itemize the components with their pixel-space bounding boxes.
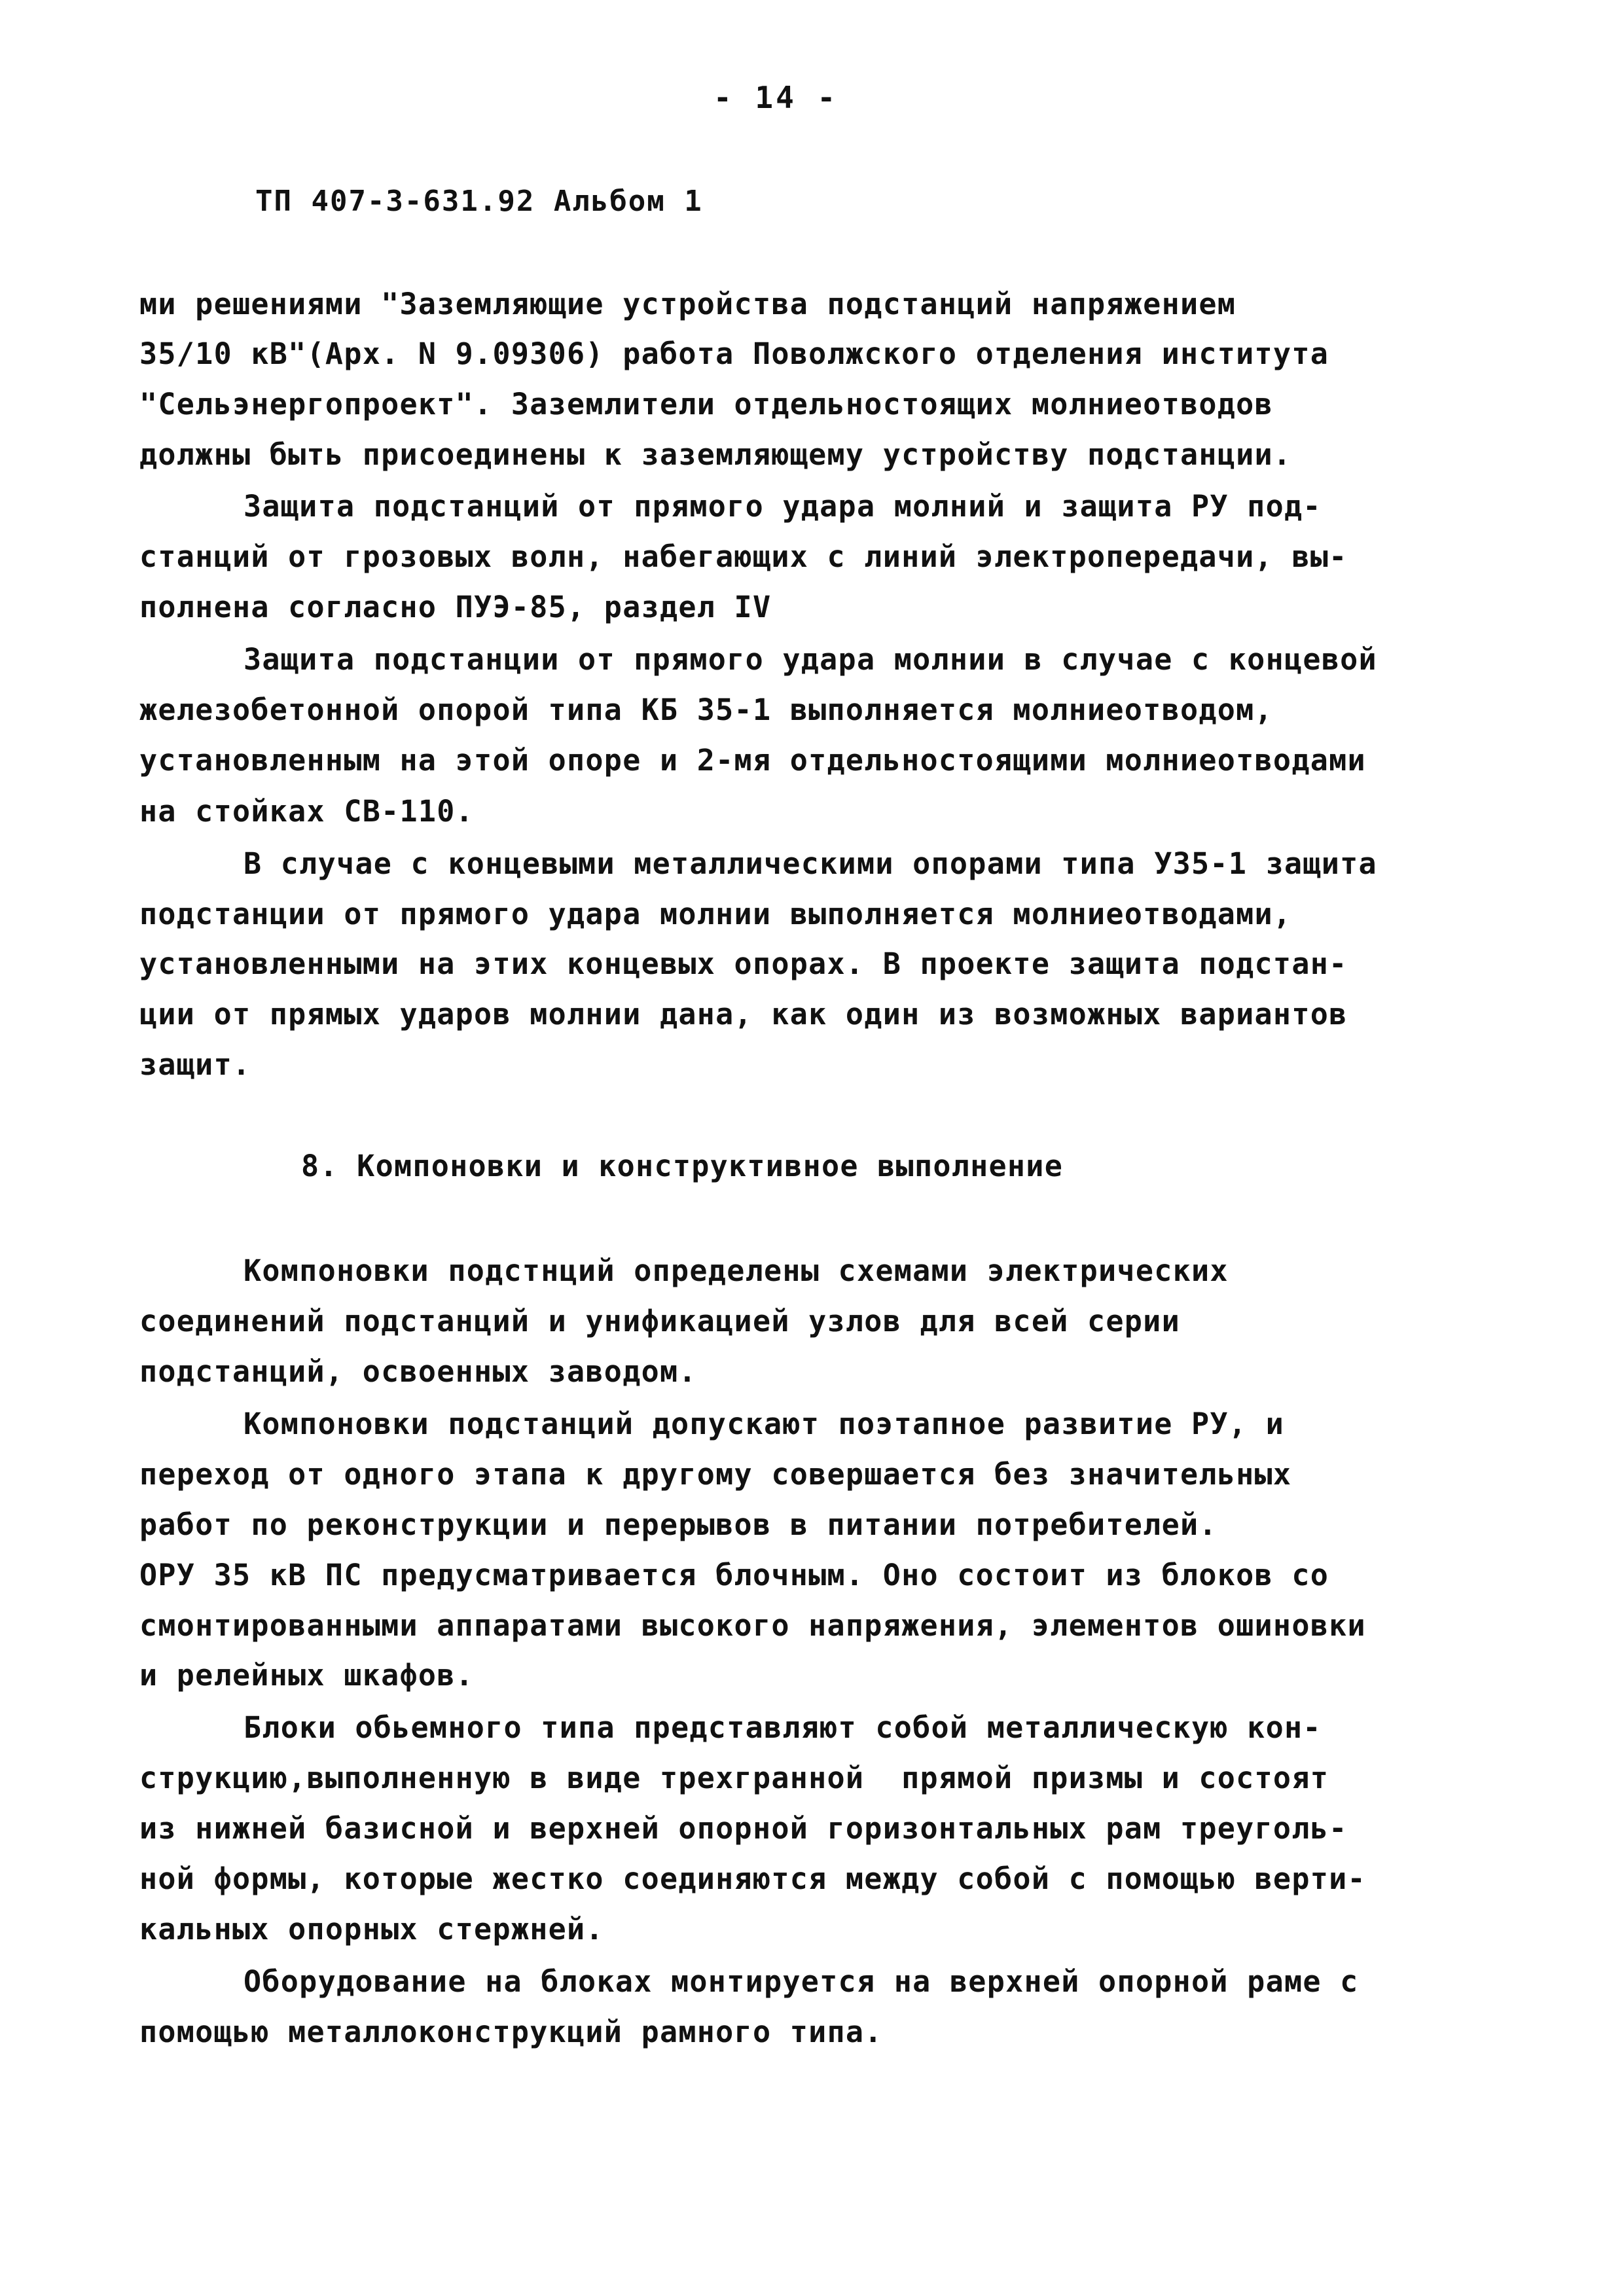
text-line: смонтированными аппаратами высокого напряжения, элементов ошиновки	[139, 1608, 1366, 1643]
paragraph-start-line: Блоки обьемного типа представляют собой металлическую кон-	[244, 1710, 1322, 1745]
paragraph-start-line: Компоновки подстанций допускают поэтапное развитие РУ, и	[244, 1407, 1284, 1441]
text-line: 35/10 кВ"(Арх. N 9.09306) работа Поволжского отделения института	[139, 336, 1329, 371]
text-line: ной формы, которые жестко соединяются между собой с помощью верти-	[139, 1861, 1366, 1896]
text-line: помощью металлоконструкций рамного типа.	[139, 2015, 883, 2049]
text-line: станций от грозовых волн, набегающих с линий электропередачи, вы-	[139, 539, 1348, 574]
text-line: "Сельэнергопроект". Заземлители отдельностоящих молниеотводов	[139, 387, 1273, 422]
text-line: должны быть присоединены к заземляющему устройству подстанции.	[139, 437, 1292, 472]
text-line: полнена согласно ПУЭ-85, раздел IV	[139, 590, 772, 624]
text-line: установленными на этих концевых опорах. В проекте защита подстан-	[139, 946, 1348, 981]
text-line: ОРУ 35 кВ ПС предусматривается блочным. Оно состоит из блоков со	[139, 1558, 1329, 1592]
text-line: работ по реконструкции и перерывов в питании потребителей.	[139, 1507, 1218, 1542]
document-header: ТП 407-3-631.92 Альбом 1	[255, 185, 703, 218]
text-line: струкцию,выполненную в виде трехгранной прямой призмы и состоят	[139, 1761, 1329, 1795]
text-line: и релейных шкафов.	[139, 1658, 475, 1693]
paragraph-start-line: Оборудование на блоках монтируется на верхней опорной раме с	[244, 1964, 1359, 1999]
section-heading: 8. Компоновки и конструктивное выполнение	[301, 1149, 1064, 1183]
text-line: соединений подстанций и унификацией узлов для всей серии	[139, 1304, 1180, 1338]
text-line: ции от прямых ударов молнии дана, как один из возможных вариантов	[139, 997, 1348, 1031]
text-line: кальных опорных стержней.	[139, 1912, 604, 1946]
text-line: установленным на этой опоре и 2-мя отдельностоящими молниеотводами	[139, 743, 1366, 778]
paragraph-start-line: Защита подстанций от прямого удара молний и защита РУ под-	[244, 489, 1322, 524]
text-line: защит.	[139, 1047, 251, 1082]
text-line: переход от одного этапа к другому совершается без значительных	[139, 1457, 1292, 1492]
text-line: на стойках СВ-110.	[139, 794, 475, 829]
page-number: - 14 -	[713, 80, 839, 115]
text-line: из нижней базисной и верхней опорной горизонтальных рам треуголь-	[139, 1811, 1348, 1846]
text-line: подстанций, освоенных заводом.	[139, 1354, 697, 1389]
text-line: подстанции от прямого удара молнии выполняется молниеотводами,	[139, 897, 1292, 931]
paragraph-start-line: Защита подстанции от прямого удара молнии в случае с концевой	[244, 642, 1377, 677]
paragraph-start-line: Компоновки подстнций определены схемами электрических	[244, 1253, 1229, 1288]
text-line: железобетонной опорой типа КБ 35-1 выполняется молниеотводом,	[139, 692, 1273, 727]
text-line: ми решениями "Заземляющие устройства подстанций напряжением	[139, 287, 1236, 321]
paragraph-start-line: В случае с концевыми металлическими опорами типа У35-1 защита	[244, 846, 1377, 881]
